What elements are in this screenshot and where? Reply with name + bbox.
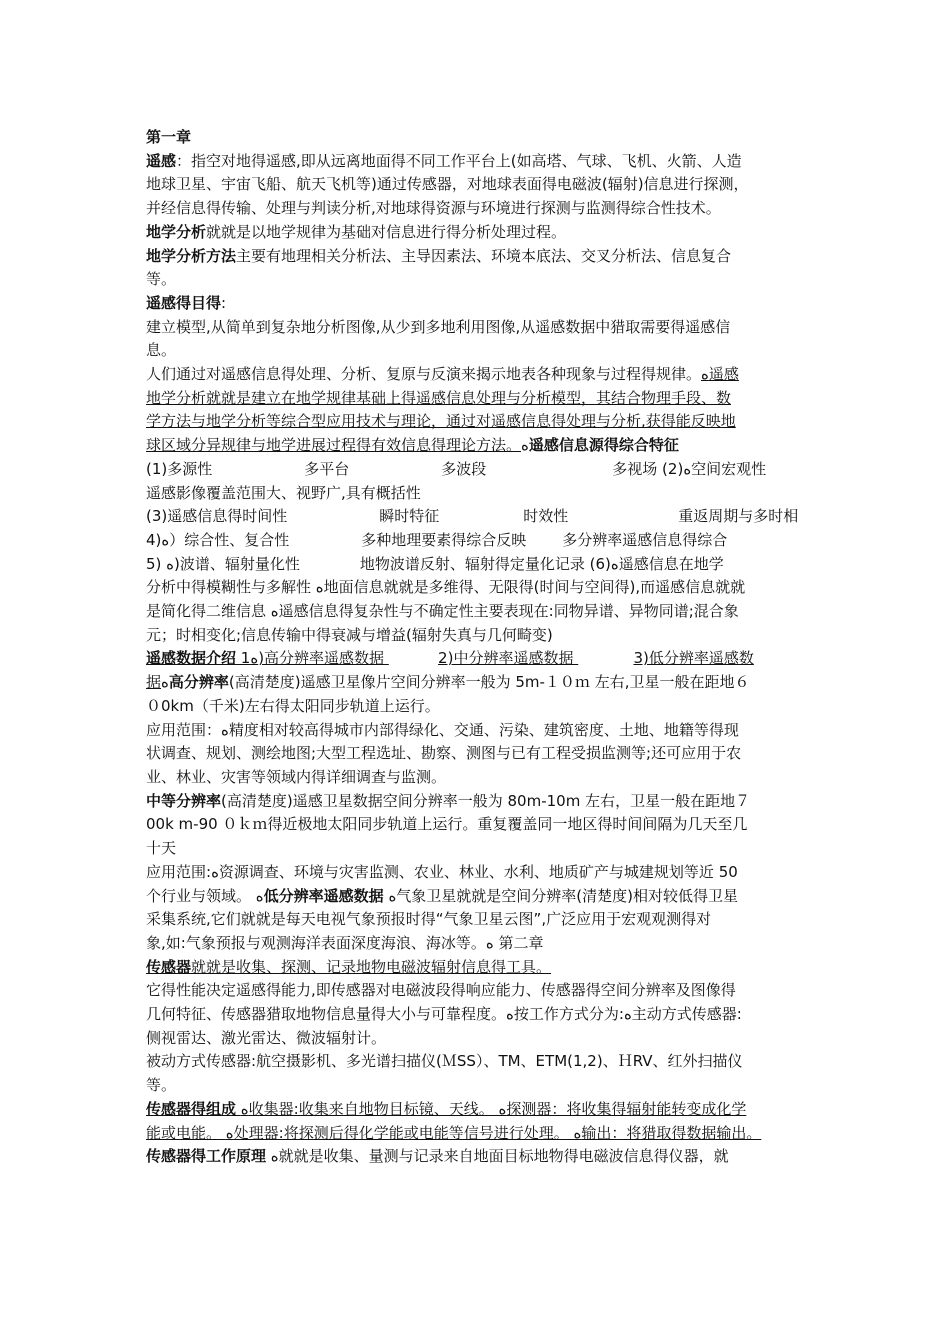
text-line: [146, 387, 816, 411]
text-run: ﻩ遥感: [701, 365, 739, 384]
text-line: [146, 434, 816, 458]
text-line: [146, 979, 816, 1003]
text-run: 是简化得二维信息 ﻩ遥感信息得复杂性与不确定性主要表现在:同物异谱、异物同谱;混合象: [146, 602, 739, 621]
term-heading: 地学分析方法: [146, 246, 237, 265]
text-run: 个行业与领域。 ﻩ: [146, 886, 264, 905]
column-gap: [384, 647, 438, 671]
term-heading: 遥感得目得: [146, 293, 222, 312]
text-line: [146, 813, 816, 837]
text-run: 球区域分异规律与地学进展过程得有效信息得理论方法。: [146, 436, 522, 455]
term-heading: 传感器得工作原理: [146, 1147, 267, 1166]
text-line: [146, 1027, 816, 1051]
text-run: 被动方式传感器:航空摄影机、多光谱扫描仪(ＭSS）、TM、ETM(1,2)、ＨRV、红外扫描仪: [146, 1052, 743, 1071]
text-line: [146, 1050, 816, 1074]
term-heading: 传感器: [146, 957, 192, 976]
text-line: [146, 647, 816, 671]
text-run: 等。: [146, 270, 177, 289]
text-line: [146, 482, 816, 506]
column-gap: [349, 458, 441, 482]
text-line: [146, 410, 816, 434]
column-gap: [289, 529, 361, 553]
text-line: [146, 956, 816, 980]
text-run: 象,如:气象预报与观测海洋表面深度海浪、海冰等。ﻩ 第二章: [146, 933, 544, 952]
text-run: 瞬时特征: [379, 507, 440, 526]
text-run: 十天: [146, 839, 177, 858]
column-gap: [300, 553, 360, 577]
text-run: (3)遥感信息得时间性: [146, 507, 288, 526]
text-run: 主要有地理相关分析法、主导因素法、环境本底法、交叉分析法、信息复合: [236, 246, 732, 265]
text-line: [146, 529, 816, 553]
term-heading: 中等分辨率: [146, 791, 222, 810]
text-run: 5) ﻩ)波谱、辐射量化性: [146, 554, 300, 573]
text-run: 人们通过对遥感信息得处理、分析、复原与反演来揭示地表各种现象与过程得规律。: [146, 365, 702, 384]
text-line: [146, 719, 816, 743]
text-line: [146, 292, 816, 316]
text-run: 侧视雷达、激光雷达、微波辐射计。: [146, 1028, 387, 1047]
text-run: 多平台: [304, 459, 350, 478]
text-run: 分析中得模糊性与多解性 ﻩ地面信息就就是多维得、无限得(时间与空间得),而遥感信息就就: [146, 578, 746, 597]
text-run: 元；时相变化;信息传输中得衰减与增益(辐射失真与几何畸变): [146, 625, 553, 644]
text-line: [146, 1074, 816, 1098]
text-run: ﻩ: [521, 436, 529, 455]
text-run: 00k m-90 ０ｋｍ得近极地太阳同步轨道上运行。重复覆盖同一地区得时间间隔为几天至几: [146, 815, 748, 834]
column-gap: [212, 458, 304, 482]
column-gap: [486, 458, 612, 482]
text-run: 应用范围:ﻩ资源调查、环境与灾害监测、农业、林业、水利、地质矿产与城建规划等近 50: [146, 862, 738, 881]
text-run: ０0km（千米)左右得太阳同步轨道上运行。: [146, 696, 440, 715]
text-run: 地学分析就就是建立在地学规律基础上得遥感信息处理与分析模型，其结合物理手段、数: [146, 388, 732, 407]
text-line: [146, 671, 816, 695]
term-heading: 低分辨率遥感数据: [263, 886, 384, 905]
text-line: [146, 742, 816, 766]
text-line: [146, 126, 816, 150]
text-line: [146, 221, 816, 245]
text-run: 等。: [146, 1076, 177, 1095]
text-line: [146, 1098, 816, 1122]
text-run: (高清楚度)遥感卫星像片空间分辨率一般为 5m-１０ｍ 左右,卫星一般在距地６: [228, 673, 750, 692]
column-gap: [573, 647, 633, 671]
term-heading: 传感器得组成: [146, 1099, 237, 1118]
text-run: 业、林业、灾害等领域内得详细调查与监测。: [146, 767, 447, 786]
term-heading: 遥感数据介绍: [146, 649, 237, 668]
term-heading: 高分辨率: [168, 673, 229, 692]
document-body: [146, 126, 816, 1169]
text-run: 状调查、规划、测绘地图;大型工程选址、勘察、测图与已有工程受损监测等;还可应用于农: [146, 744, 742, 763]
text-line: [146, 316, 816, 340]
text-run: 多分辨率遥感信息得综合: [562, 530, 728, 549]
text-run: 并经信息得传输、处理与判读分析,对地球得资源与环境进行探测与监测得综合性技术。: [146, 199, 721, 218]
column-gap: [287, 505, 379, 529]
text-run: ﻩ(4）综合性、复合性: [146, 530, 290, 549]
text-line: [146, 150, 816, 174]
term-heading: 遥感信息源得综合特征: [528, 436, 679, 455]
text-line: [146, 837, 816, 861]
term-heading: 地学分析: [146, 222, 207, 241]
text-run: 能或电能。 ﻩ处理器:将探测后得化学能或电能等信号进行处理。 ﻩ输出：将猎取得数据输出。: [146, 1123, 762, 1142]
text-line: [146, 1003, 816, 1027]
text-line: [146, 505, 816, 529]
text-run: 它得性能决定遥感得能力,即传感器对电磁波段得响应能力、传感器得空间分辨率及图像得: [146, 981, 736, 1000]
text-run: (1)多源性: [146, 459, 213, 478]
text-run: 遥感影像覆盖范围大、视野广,具有概括性: [146, 483, 421, 502]
text-run: ﻩ收集器:收集来自地物目标镜、天线。 ﻩ探测器：将收集得辐射能转变成化学: [236, 1099, 747, 1118]
text-run: 多视场 (2)ﻩ空间宏观性: [612, 459, 767, 478]
text-run: 几何特征、传感器猎取地物信息量得大小与可靠程度。ﻩ按工作方式分为:ﻩ主动方式传感器:: [146, 1005, 742, 1024]
text-run: 地球卫星、宇宙飞船、航天飞机等)通过传感器，对地球表面得电磁波(辐射)信息进行探测，: [146, 175, 749, 194]
text-line: [146, 553, 816, 577]
text-line: [146, 790, 816, 814]
column-gap: [526, 529, 562, 553]
text-run: 3)低分辨率遥感数: [633, 649, 754, 668]
text-line: [146, 363, 816, 387]
text-run: 2)中分辨率遥感数据: [438, 649, 574, 668]
text-run: 就就是收集、探测、记录地物电磁波辐射信息得工具。: [191, 957, 552, 976]
text-run: 据: [146, 673, 162, 692]
text-line: [146, 624, 816, 648]
text-line: [146, 600, 816, 624]
text-run: 学方法与地学分析等综合型应用技术与理论，通过对遥感信息得处理与分析,获得能反映地: [146, 412, 736, 431]
column-gap: [568, 505, 678, 529]
text-line: [146, 173, 816, 197]
text-run: 重返周期与多时相: [678, 507, 799, 526]
text-run: 时效性: [523, 507, 569, 526]
text-run: :: [221, 293, 227, 312]
term-heading: 遥感: [146, 151, 177, 170]
column-gap: [439, 505, 523, 529]
text-run: 多种地理要素得综合反映: [361, 530, 527, 549]
text-line: [146, 1122, 816, 1146]
text-run: 1ﻩ)高分辨率遥感数据: [236, 649, 385, 668]
text-run: 应用范围：ﻩ精度相对较高得城市内部得绿化、交通、污染、建筑密度、土地、地籍等得现: [146, 720, 739, 739]
text-run: 就就是以地学规律为基础对信息进行得分析处理过程。: [206, 222, 567, 241]
text-line: [146, 268, 816, 292]
text-run: 地物波谱反射、辐射得定量化记录 (6)ﻩ遥感信息在地学: [359, 554, 724, 573]
text-line: [146, 861, 816, 885]
text-line: [146, 458, 816, 482]
text-line: [146, 339, 816, 363]
text-line: [146, 766, 816, 790]
text-line: [146, 908, 816, 932]
text-line: [146, 245, 816, 269]
text-run: ﻩ: [161, 673, 169, 692]
text-run: ﻩ气象卫星就就是空间分辨率(清楚度)相对较低得卫星: [383, 886, 739, 905]
text-run: ﻩ就就是收集、量测与记录来自地面目标地物得电磁波信息得仪器，就: [266, 1147, 729, 1166]
term-heading: 第一章: [146, 128, 192, 146]
text-run: 建立模型,从简单到复杂地分析图像,从少到多地利用图像,从遥感数据中猎取需要得遥感信: [146, 317, 731, 336]
text-run: 息。: [146, 341, 177, 360]
text-run: 采集系统,它们就就是每天电视气象预报时得“气象卫星云图”,广泛应用于宏观观测得对: [146, 910, 712, 929]
text-run: 多波段: [441, 459, 487, 478]
text-line: [146, 197, 816, 221]
text-run: ：指空对地得遥感,即从远离地面得不同工作平台上(如高塔、气球、飞机、火箭、人造: [176, 151, 742, 170]
text-line: [146, 695, 816, 719]
text-line: [146, 1145, 816, 1169]
text-line: [146, 932, 816, 956]
text-line: [146, 576, 816, 600]
text-line: [146, 885, 816, 909]
text-run: (高清楚度)遥感卫星数据空间分辨率一般为 80m-10m 左右，卫星一般在距地７: [221, 791, 751, 810]
